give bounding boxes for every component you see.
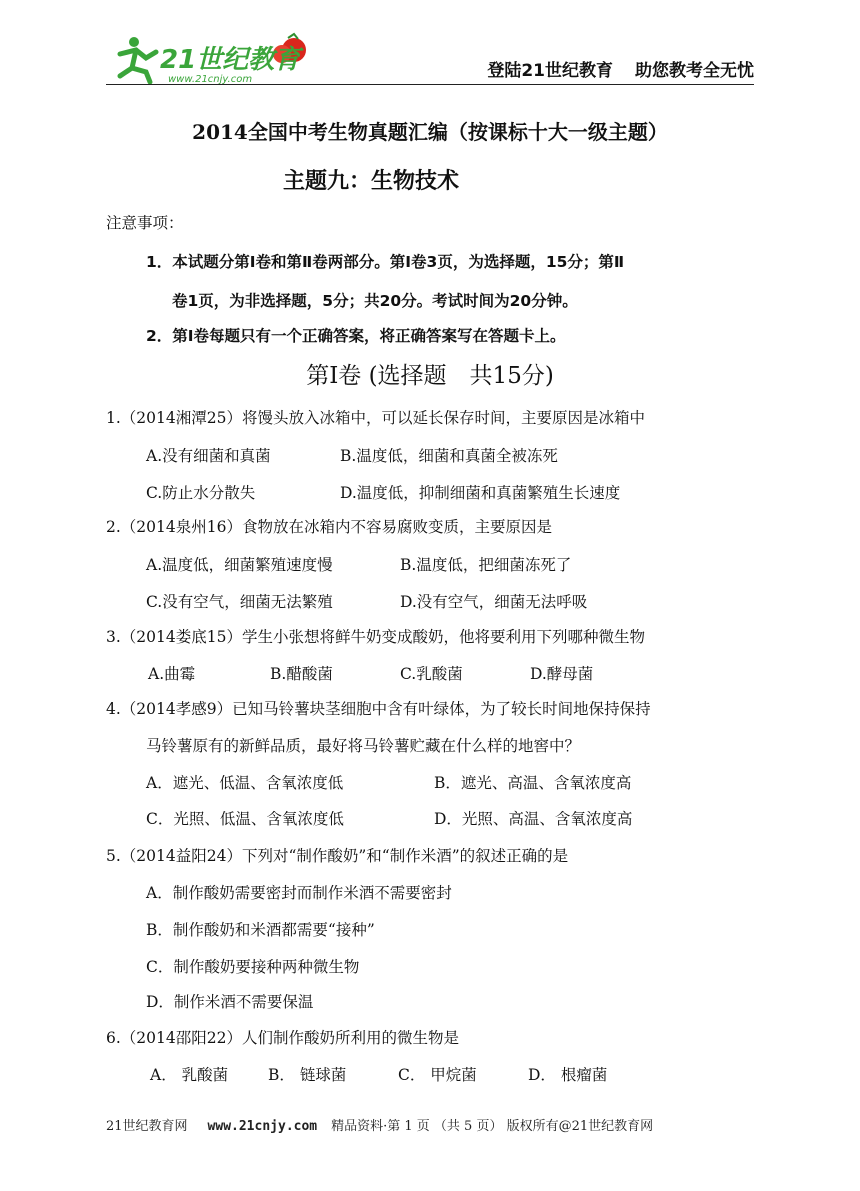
question-4-option-b: B．遮光、高温、含氧浓度高 (434, 774, 632, 792)
question-6-option-d: D． 根瘤菌 (528, 1066, 608, 1084)
slogan-login[interactable]: 登陆21世纪教育 (487, 61, 613, 81)
question-2-option-a: A.温度低，细菌繁殖速度慢 (146, 556, 333, 574)
question-5-option-c: C．制作酸奶要接种两种微生物 (146, 958, 360, 976)
logo-text: 21世纪教育 (160, 45, 301, 75)
page-subtitle: 主题九：生物技术 (283, 168, 460, 194)
question-1-option-d: D.温度低，抑制细菌和真菌繁殖生长速度 (340, 484, 621, 502)
logo-url: www.21cnjy.com (168, 74, 253, 85)
footer-site-name: 21世纪教育网 (106, 1119, 188, 1134)
notice-item-1-line-2: 卷1页，为非选择题，5分；共20分。考试时间为20分钟。 (172, 292, 578, 310)
page-title: 2014全国中考生物真题汇编（按课标十大一级主题） (192, 120, 668, 144)
footer-page-info: 精品资料·第 1 页 （共 5 页） 版权所有@21世纪教育网 (331, 1119, 654, 1134)
question-1-option-b: B.温度低，细菌和真菌全被冻死 (340, 447, 558, 465)
header-slogan (465, 56, 754, 81)
question-5-option-a: A．制作酸奶需要密封而制作米酒不需要密封 (146, 884, 452, 902)
question-3-stem: 3.（2014娄底15）学生小张想将鲜牛奶变成酸奶，他将要利用下列哪种微生物 (106, 628, 645, 646)
question-5-option-b: B．制作酸奶和米酒都需要“接种” (146, 921, 375, 939)
question-3-option-d: D.酵母菌 (530, 665, 594, 683)
runner-icon (120, 37, 156, 82)
header-divider (106, 84, 754, 85)
question-5-stem: 5.（2014益阳24）下列对“制作酸奶”和“制作米酒”的叙述正确的是 (106, 847, 569, 865)
question-1-option-c: C.防止水分散失 (146, 484, 256, 502)
question-1-stem: 1.（2014湘潭25）将馒头放入冰箱中，可以延长保存时间，主要原因是冰箱中 (106, 409, 645, 427)
question-6-option-b: B． 链球菌 (268, 1066, 347, 1084)
page-footer (106, 1115, 653, 1134)
footer-site-link[interactable]: www.21cnjy.com (207, 1119, 318, 1134)
question-5-option-d: D．制作米酒不需要保温 (146, 993, 314, 1011)
question-4-stem-line-1: 4.（2014孝感9）已知马铃薯块茎细胞中含有叶绿体，为了较长时间地保持保持 (106, 700, 651, 718)
question-4-option-a: A．遮光、低温、含氧浓度低 (146, 774, 344, 792)
question-4-option-c: C．光照、低温、含氧浓度低 (146, 810, 344, 828)
question-2-option-b: B.温度低，把细菌冻死了 (400, 556, 572, 574)
question-4-stem-line-2: 马铃薯原有的新鲜品质，最好将马铃薯贮藏在什么样的地窖中？ (146, 737, 581, 755)
section-title: 第Ⅰ卷 (选择题 共15分) (306, 363, 554, 389)
notice-heading: 注意事项： (106, 214, 184, 232)
question-4-option-d: D．光照、高温、含氧浓度高 (434, 810, 633, 828)
question-2-option-d: D.没有空气，细菌无法呼吸 (400, 593, 588, 611)
notice-item-2: 2．第Ⅰ卷每题只有一个正确答案，将正确答案写在答题卡上。 (146, 327, 566, 345)
question-6-option-c: C． 甲烷菌 (398, 1066, 477, 1084)
site-logo[interactable] (112, 28, 312, 86)
question-3-option-c: C.乳酸菌 (400, 665, 463, 683)
question-1-option-a: A.没有细菌和真菌 (146, 447, 271, 465)
question-2-option-c: C.没有空气，细菌无法繁殖 (146, 593, 333, 611)
question-3-option-a: A.曲霉 (148, 665, 196, 683)
notice-item-1-line-1: 1．本试题分第Ⅰ卷和第Ⅱ卷两部分。第Ⅰ卷3页，为选择题，15分；第Ⅱ (146, 253, 625, 271)
question-2-stem: 2.（2014泉州16）食物放在冰箱内不容易腐败变质，主要原因是 (106, 518, 552, 536)
question-3-option-b: B.醋酸菌 (270, 665, 333, 683)
question-6-option-a: A． 乳酸菌 (150, 1066, 229, 1084)
question-6-stem: 6.（2014邵阳22）人们制作酸奶所利用的微生物是 (106, 1029, 459, 1047)
slogan-tagline: 助您教考全无忧 (635, 61, 754, 81)
